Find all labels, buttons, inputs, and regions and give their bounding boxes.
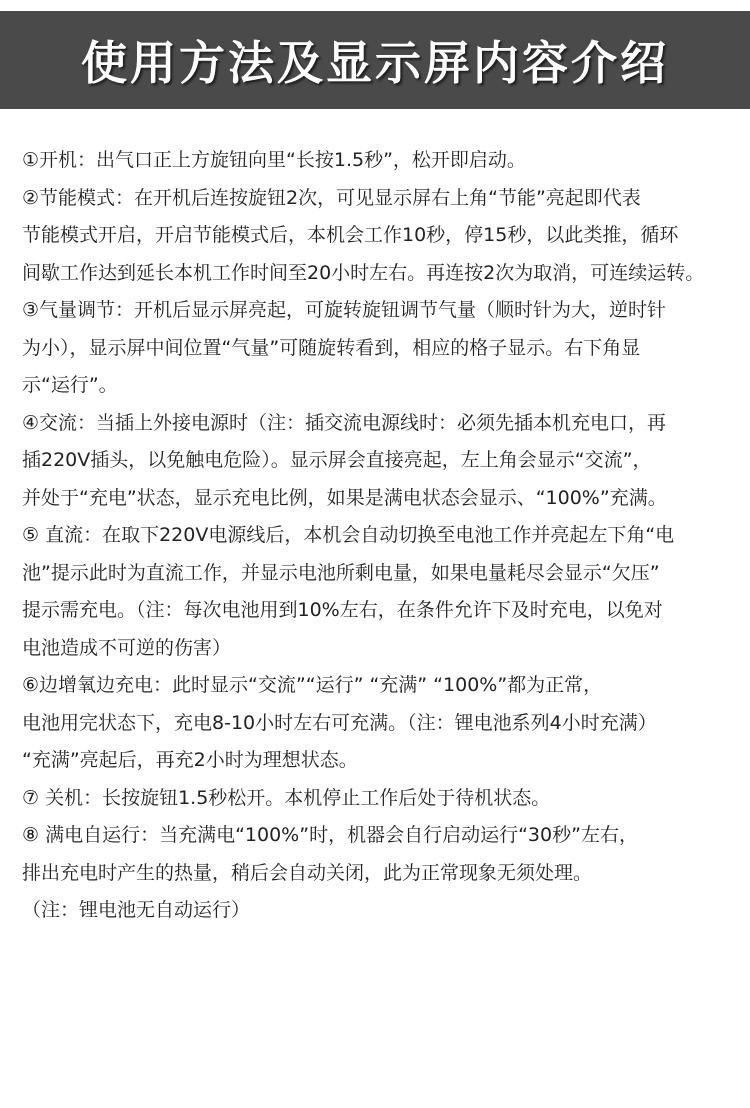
instruction-line: ①开机：出气口正上方旋钮向里“长按1.5秒”，松开即启动。: [22, 149, 526, 171]
instruction-line: ②节能模式：在开机后连按旋钮2次，可见显示屏右上角“节能”亮起即代表: [22, 186, 641, 209]
instruction-line: “充满”亮起后，再充2小时为理想状态。: [22, 749, 358, 771]
instruction-line: 间歇工作达到延长本机工作时间至20小时左右。再连按2次为取消，可连续运转。: [22, 261, 705, 284]
instruction-line: 示“运行”。: [22, 374, 118, 396]
instruction-line: 排出充电时产生的热量，稍后会自动关闭，此为正常现象无须处理。: [22, 861, 593, 884]
instruction-line: ⑦ 关机：长按旋钮1.5秒松开。本机停止工作后处于待机状态。: [22, 786, 551, 809]
instruction-line: ③气量调节：开机后显示屏亮起，可旋转旋钮调节气量（顺时针为大，逆时针: [22, 299, 667, 321]
instruction-line: ⑤ 直流：在取下220V电源线后，本机会自动切换至电池工作并亮起左下角“电: [22, 524, 675, 546]
instruction-line: ⑥边增氧边充电：此时显示“交流”“运行” “充满” “100%”都为正常，: [22, 674, 603, 696]
instruction-line: 池”提示此时为直流工作，并显示电池所剩电量，如果电量耗尽会显示“欠压”: [22, 561, 660, 584]
instruction-line: 插220V插头，以免触电危险）。显示屏会直接亮起，左上角会显示“交流”，: [22, 449, 652, 471]
instructions-body: [22, 146, 742, 934]
instruction-line: ④交流：当插上外接电源时（注：插交流电源线时：必须先插本机充电口，再: [22, 411, 667, 434]
instruction-line: 并处于“充电”状态，显示充电比例，如果是满电状态会显示、“100%”充满。: [22, 486, 667, 509]
instruction-line: 提示需充电。（注：每次电池用到10%左右，在条件允许下及时充电，以免对: [22, 599, 663, 621]
instruction-line: 电池用完状态下，充电8-10小时左右可充满。（注：锂电池系列4小时充满）: [22, 711, 657, 734]
instruction-line: 为小），显示屏中间位置“气量”可随旋转看到，相应的格子显示。右下角显: [22, 336, 641, 359]
instruction-line: （注：锂电池无自动运行）: [22, 899, 251, 921]
instruction-line: 电池造成不可逆的伤害）: [22, 636, 232, 659]
instruction-line: 节能模式开启，开启节能模式后，本机会工作10秒，停15秒，以此类推，循环: [22, 224, 679, 246]
instruction-line: ⑧ 满电自运行：当充满电“100%”时，机器会自行启动运行“30秒”左右，: [22, 824, 638, 846]
page-title: 使用方法及显示屏内容介绍: [81, 36, 669, 90]
title-banner: [0, 11, 750, 109]
